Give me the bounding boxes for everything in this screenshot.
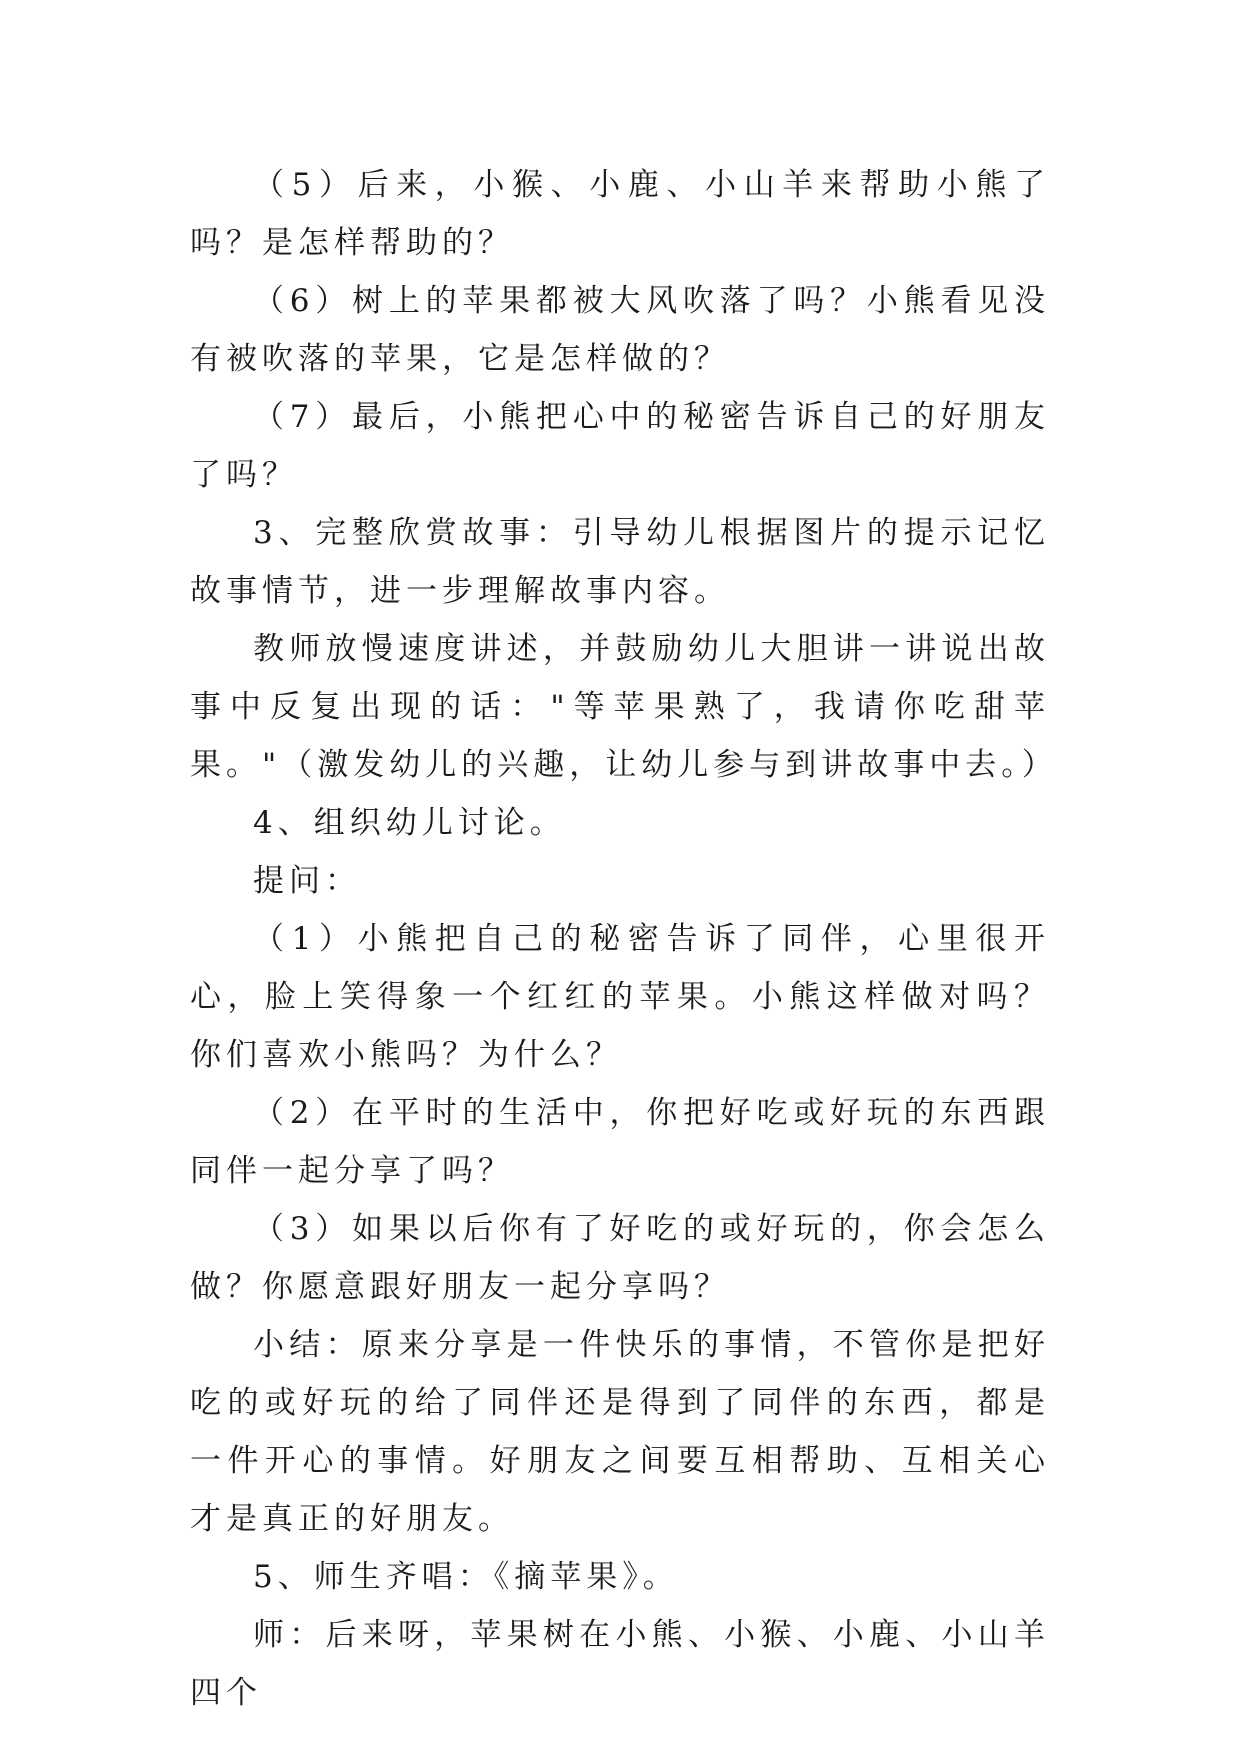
discussion-question-1: （1）小熊把自己的秘密告诉了同伴，心里很开心，脸上笑得象一个红红的苹果。小熊这样做对吗？你们喜欢小熊吗？为什么？ (190, 921, 1050, 1073)
step-3-paragraph: 3、完整欣赏故事：引导幼儿根据图片的提示记忆故事情节，进一步理解故事内容。 (190, 515, 1050, 609)
teacher-narration-paragraph: 教师放慢速度讲述，并鼓励幼儿大胆讲一讲说出故事中反复出现的话："等苹果熟了，我请你吃甜苹果。"（激发幼儿的兴趣，让幼儿参与到讲故事中去。） (190, 631, 1058, 783)
step-5-paragraph: 5、师生齐唱：《摘苹果》。 (253, 1559, 679, 1595)
summary-paragraph: 小结：原来分享是一件快乐的事情，不管你是把好吃的或好玩的给了同伴还是得到了同伴的东西，都是一件开心的事情。好朋友之间要互相帮助、互相关心才是真正的好朋友。 (190, 1327, 1050, 1537)
question-7-paragraph: （7）最后，小熊把心中的秘密告诉自己的好朋友了吗？ (190, 399, 1050, 493)
discussion-question-2: （2）在平时的生活中，你把好吃或好玩的东西跟同伴一起分享了吗？ (190, 1095, 1050, 1189)
question-5-paragraph: （5）后来，小猴、小鹿、小山羊来帮助小熊了吗？是怎样帮助的？ (190, 167, 1050, 261)
teacher-closing-paragraph: 师：后来呀，苹果树在小熊、小猴、小鹿、小山羊四个 (190, 1617, 1050, 1711)
questions-heading: 提问： (253, 863, 361, 899)
document-body (190, 156, 1058, 1722)
discussion-question-3: （3）如果以后你有了好吃的或好玩的，你会怎么做？你愿意跟好朋友一起分享吗？ (190, 1211, 1050, 1305)
step-4-paragraph: 4、组织幼儿讨论。 (253, 805, 566, 841)
question-6-paragraph: （6）树上的苹果都被大风吹落了吗？小熊看见没有被吹落的苹果，它是怎样做的？ (190, 283, 1050, 377)
